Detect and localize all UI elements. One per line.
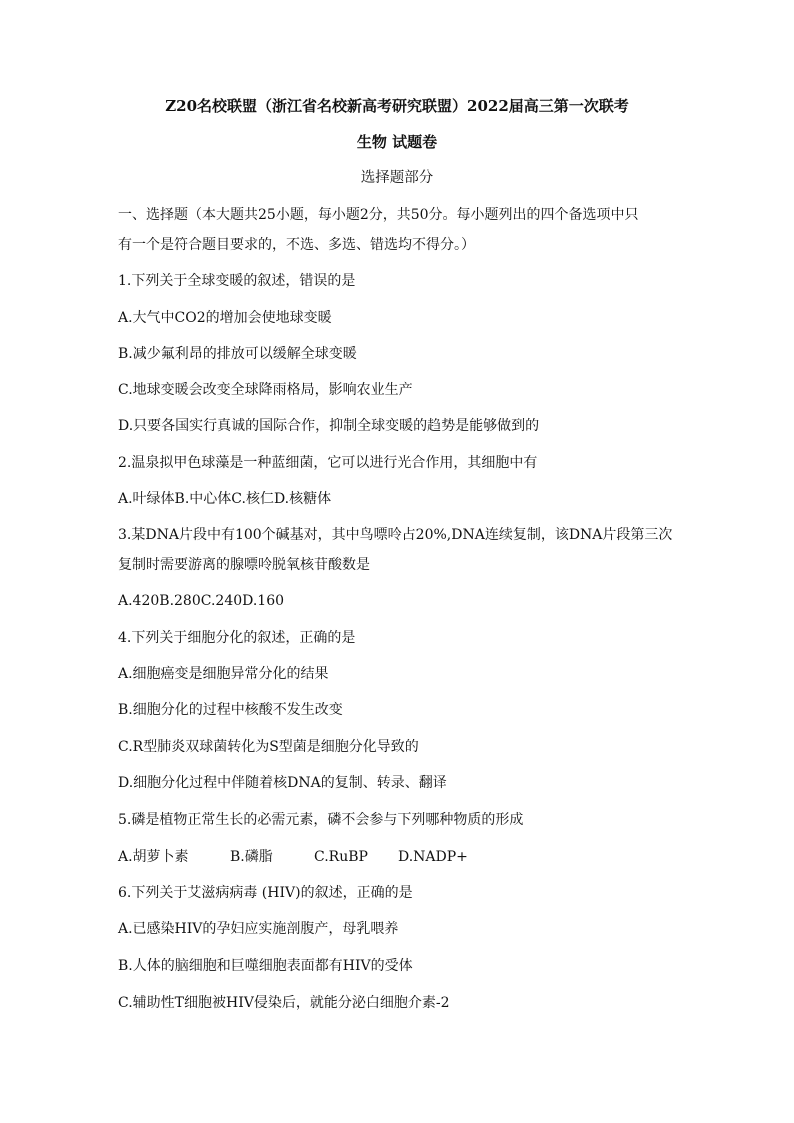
question-1-option-a: A.大气中CO2的增加会使地球变暖 <box>118 310 332 326</box>
question-3-stem-line-2: 复制时需要游离的腺嘌呤脱氧核苷酸数是 <box>118 557 370 573</box>
question-5-options <box>118 848 468 866</box>
question-4-option-c: C.R型肺炎双球菌转化为S型菌是细胞分化导致的 <box>118 739 419 755</box>
question-6-option-b: B.人体的脑细胞和巨噬细胞表面都有HIV的受体 <box>118 958 413 974</box>
question-1-option-d: D.只要各国实行真诚的国际合作，抑制全球变暖的趋势是能够做到的 <box>118 418 540 434</box>
question-2-options: A.叶绿体B.中心体C.核仁D.核糖体 <box>118 491 332 507</box>
exam-title: Z20名校联盟（浙江省名校新高考研究联盟）2022届高三第一次联考 <box>165 97 629 115</box>
exam-subtitle: 生物 试题卷 <box>356 133 438 151</box>
question-5-option-d: D.NADP+ <box>398 849 468 865</box>
question-6-option-c: C.辅助性T细胞被HIV侵染后，就能分泌白细胞介素-2 <box>118 995 450 1011</box>
question-4-option-a: A.细胞癌变是细胞异常分化的结果 <box>118 666 329 682</box>
question-3-options: A.420B.280C.240D.160 <box>118 593 285 609</box>
question-5-option-c: C.RuBP <box>314 849 368 865</box>
question-5-stem: 5.磷是植物正常生长的必需元素，磷不会参与下列哪种物质的形成 <box>118 812 524 828</box>
question-6-stem: 6.下列关于艾滋病病毒 (HIV)的叙述，正确的是 <box>118 885 413 901</box>
question-4-stem: 4.下列关于细胞分化的叙述，正确的是 <box>118 630 356 646</box>
question-1-option-b: B.减少氟利昂的排放可以缓解全球变暖 <box>118 346 357 362</box>
question-2-stem: 2.温泉拟甲色球藻是一种蓝细菌，它可以进行光合作用，其细胞中有 <box>118 455 538 471</box>
instructions-line-2: 有一个是符合题目要求的，不选、多选、错选均不得分。） <box>118 237 475 253</box>
question-4-option-b: B.细胞分化的过程中核酸不发生改变 <box>118 702 343 718</box>
section-heading: 选择题部分 <box>360 170 434 186</box>
question-3-stem-line-1: 3.某DNA片段中有100个碱基对，其中鸟嘌呤占20%,DNA连续复制，该DNA片段第三次 <box>118 527 673 543</box>
question-5-option-b: B.磷脂 <box>230 849 273 865</box>
question-6-option-a: A.已感染HIV的孕妇应实施剖腹产，母乳喂养 <box>118 921 399 937</box>
question-5-option-a: A.胡萝卜素 <box>118 849 189 865</box>
question-1-option-c: C.地球变暖会改变全球降雨格局，影响农业生产 <box>118 382 413 398</box>
question-4-option-d: D.细胞分化过程中伴随着核DNA的复制、转录、翻译 <box>118 775 447 791</box>
instructions-line-1: 一、选择题（本大题共25小题，每小题2分，共50分。每小题列出的四个备选项中只 <box>118 207 639 223</box>
question-1-stem: 1.下列关于全球变暖的叙述，错误的是 <box>118 273 356 289</box>
